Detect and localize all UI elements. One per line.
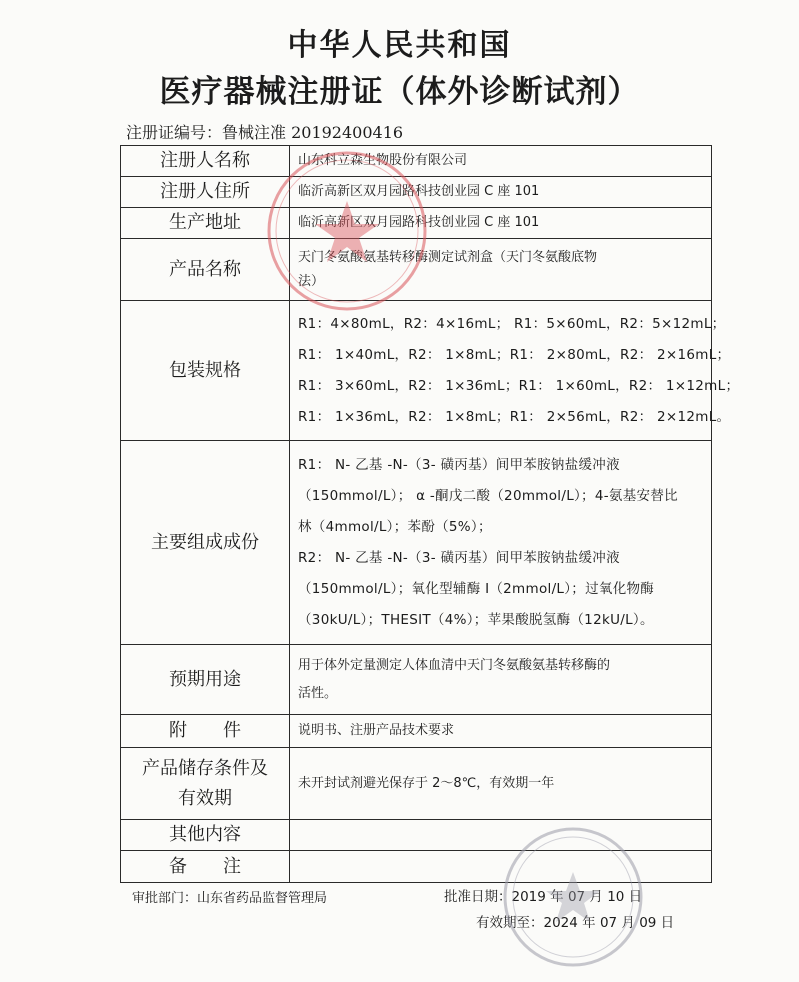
label-storage-validity (121, 748, 290, 820)
label-attachments: 附 件 (121, 715, 290, 748)
package-spec-line: R1： 1×40mL，R2： 1×8mL；R1： 2×80mL，R2： 2×16mL； (298, 346, 731, 363)
component-line: 林（4mmol/L）；苯酚（5%）； (298, 518, 492, 535)
value-package-spec (290, 301, 740, 441)
valid-until: 有效期至：2024 年 07 月 09 日 (476, 915, 675, 931)
label-storage-line: 有效期 (178, 787, 232, 809)
label-intended-use: 预期用途 (121, 645, 290, 715)
document-title-certificate: 医疗器械注册证（体外诊断试剂） (159, 74, 640, 110)
intended-use-line: 活性。 (298, 685, 338, 701)
row-product-name (121, 239, 712, 301)
approval-department: 审批部门：山东省药品监督管理局 (132, 891, 328, 906)
row-storage-validity (121, 748, 712, 820)
value-attachments: 说明书、注册产品技术要求 (290, 715, 712, 748)
label-remarks: 备 注 (121, 851, 290, 883)
row-registrant-name (121, 146, 712, 177)
value-product-name (290, 239, 712, 301)
value-main-components (290, 441, 712, 645)
component-line: （150mmol/L）； α -酮戊二酸（20mmol/L）；4-氨基安替比 (298, 487, 678, 504)
component-line: R2： N- 乙基 -N-（3- 磺丙基）间甲苯胺钠盐缓冲液 (298, 549, 620, 566)
label-main-components: 主要组成成份 (121, 441, 290, 645)
value-intended-use (290, 645, 712, 715)
document-title-country: 中华人民共和国 (287, 28, 512, 63)
value-remarks (290, 851, 712, 883)
row-intended-use (121, 645, 712, 715)
package-spec-line: R1： 3×60mL，R2： 1×36mL；R1： 1×60mL，R2： 1×12mL； (298, 377, 740, 394)
intended-use-line: 用于体外定量测定人体血清中天门冬氨酸氨基转移酶的 (298, 657, 611, 673)
row-other-content (121, 820, 712, 851)
approval-date: 批准日期：2019 年 07 月 10 日 (444, 889, 643, 905)
product-name-line: 天门冬氨酸氨基转移酶测定试剂盒（天门冬氨酸底物 (298, 249, 598, 265)
row-attachments (121, 715, 712, 748)
row-registrant-address (121, 177, 712, 208)
certificate-table (120, 145, 740, 883)
value-other-content (290, 820, 712, 851)
label-other-content: 其他内容 (121, 820, 290, 851)
label-storage-line: 产品储存条件及 (142, 757, 268, 779)
registration-number: 注册证编号：鲁械注准 20192400416 (126, 123, 404, 142)
label-registrant-address: 注册人住所 (121, 177, 290, 208)
component-line: （30kU/L）；THESIT（4%）；苹果酸脱氢酶（12kU/L）。 (298, 611, 654, 628)
row-production-address (121, 208, 712, 239)
row-package-spec (121, 301, 712, 441)
label-production-address: 生产地址 (121, 208, 290, 239)
label-product-name: 产品名称 (121, 239, 290, 301)
package-spec-line: R1：4×80mL，R2：4×16mL； R1：5×60mL，R2：5×12mL； (298, 315, 726, 332)
value-production-address: 临沂高新区双月园路科技创业园 C 座 101 (290, 208, 712, 239)
label-registrant-name: 注册人名称 (121, 146, 290, 177)
component-line: R1： N- 乙基 -N-（3- 磺丙基）间甲苯胺钠盐缓冲液 (298, 456, 620, 473)
product-name-line: 法） (298, 273, 325, 289)
value-storage-validity: 未开封试剂避光保存于 2～8℃，有效期一年 (290, 748, 712, 820)
row-remarks (121, 851, 712, 883)
value-registrant-address: 临沂高新区双月园路科技创业园 C 座 101 (290, 177, 712, 208)
value-registrant-name: 山东科立森生物股份有限公司 (290, 146, 712, 177)
package-spec-line: R1： 1×36mL，R2： 1×8mL；R1： 2×56mL，R2： 2×12mL。 (298, 408, 731, 425)
row-main-components (121, 441, 712, 645)
label-package-spec: 包装规格 (121, 301, 290, 441)
component-line: （150mmol/L）；氧化型辅酶 I（2mmol/L）；过氧化物酶 (298, 580, 655, 597)
